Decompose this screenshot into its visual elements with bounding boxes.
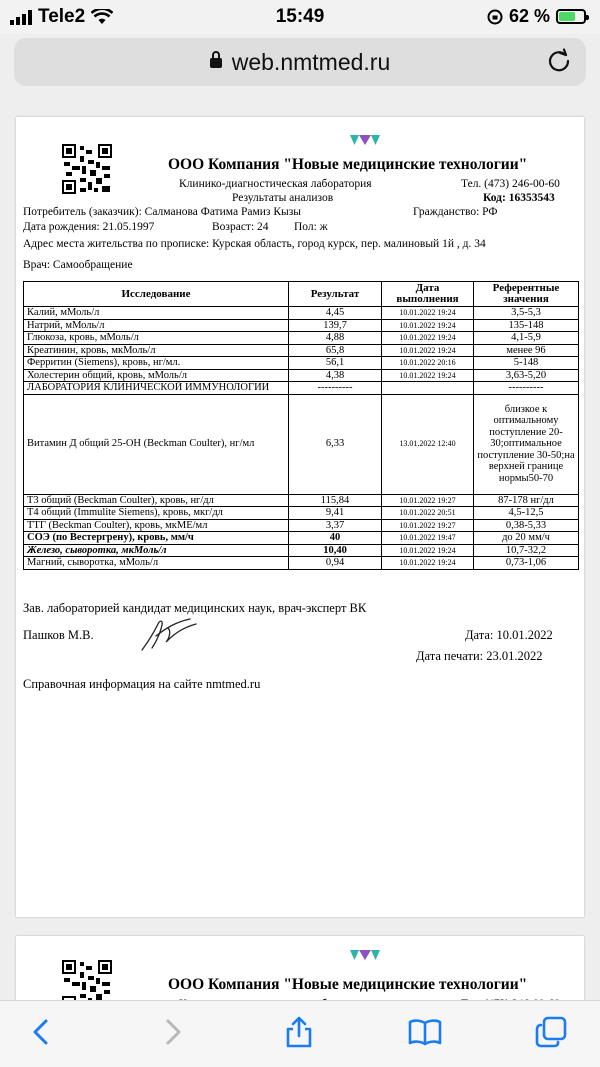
test-name: Холестерин общий, кровь, мМоль/л (24, 369, 289, 382)
test-name: Витамин Д общий 25-ОН (Beckman Coulter), нг/мл (24, 394, 289, 494)
test-reference: менее 96 (474, 344, 579, 357)
test-date: 10.01.2022 19:47 (382, 532, 474, 545)
test-date: 10.01.2022 19:27 (382, 494, 474, 507)
document-page (16, 117, 584, 917)
test-result: 40 (289, 532, 382, 545)
back-icon[interactable] (25, 1015, 59, 1049)
battery-icon (556, 9, 586, 24)
lock-icon (210, 58, 222, 68)
citizenship: Гражданство: РФ (413, 206, 498, 218)
company-logo (350, 133, 380, 147)
forward-icon[interactable] (155, 1015, 189, 1049)
test-result: ---------- (289, 382, 382, 395)
signature (138, 614, 200, 654)
test-reference: 3,63-5,20 (474, 369, 579, 382)
share-icon[interactable] (282, 1015, 316, 1049)
test-date: 10.01.2022 19:24 (382, 557, 474, 570)
url-display[interactable] (14, 49, 586, 76)
results-table (23, 281, 579, 570)
test-reference: 135-148 (474, 319, 579, 332)
test-reference: 3,5-5,3 (474, 307, 579, 320)
status-bar (0, 0, 600, 34)
test-date: 10.01.2022 19:24 (382, 369, 474, 382)
section-name: ЛАБОРАТОРИЯ КЛИНИЧЕСКОЙ ИММУНОЛОГИИ (24, 382, 289, 395)
test-reference: 87-178 нг/дл (474, 494, 579, 507)
issue-date: Дата: 10.01.2022 (465, 628, 553, 642)
test-result: 0,94 (289, 557, 382, 570)
test-result: 4,38 (289, 369, 382, 382)
test-result: 4,88 (289, 332, 382, 345)
test-reference: близкое к оптимальному поступление 20-30;оптимальное поступление 30-50;на верхней границе нормы50-70 (474, 394, 579, 494)
test-date: 10.01.2022 19:24 (382, 344, 474, 357)
test-reference: 0,73-1,06 (474, 557, 579, 570)
header-reference: Референтные значения (474, 282, 579, 307)
test-result: 56,1 (289, 357, 382, 370)
reload-icon[interactable] (546, 48, 572, 74)
tabs-icon[interactable] (534, 1015, 568, 1049)
test-name: Натрий, мМоль/л (24, 319, 289, 332)
company-name: ООО Компания "Новые медицинские технологии" (168, 156, 528, 173)
address-bar[interactable] (14, 38, 586, 86)
table-row-flagged (24, 544, 579, 557)
table-row (24, 494, 579, 507)
reference-note: Справочная информация на сайте nmtmed.ru (23, 677, 261, 691)
url-text: web.nmtmed.ru (231, 49, 391, 75)
table-row-flagged (24, 532, 579, 545)
browser-toolbar (0, 1000, 600, 1067)
table-row (24, 557, 579, 570)
header-result: Результат (289, 282, 382, 307)
company-logo (350, 948, 380, 962)
address: Адрес места жительства по прописке: Курская область, город курск, пер. малиновый 1й , д. 34 (23, 238, 486, 250)
test-date: 10.01.2022 20:51 (382, 507, 474, 520)
carrier-label: Tele2 (38, 6, 86, 27)
clock: 15:49 (275, 6, 325, 27)
test-date: 10.01.2022 19:24 (382, 544, 474, 557)
lab-name: Клинико-диагностическая лаборатория (179, 178, 372, 190)
test-result: 10,40 (289, 544, 382, 557)
test-name: Глюкоза, кровь, мМоль/л (24, 332, 289, 345)
test-result: 115,84 (289, 494, 382, 507)
test-result: 6,33 (289, 394, 382, 494)
company-name: ООО Компания "Новые медицинские технологии" (168, 976, 528, 993)
test-reference: до 20 мм/ч (474, 532, 579, 545)
test-reference: 4,1-5,9 (474, 332, 579, 345)
test-result: 3,37 (289, 519, 382, 532)
test-name: Железо, сыворотка, мкМоль/л (24, 544, 289, 557)
lab-phone: Тел. (473) 246-00-60 (461, 178, 560, 190)
test-reference: 0,38-5,33 (474, 519, 579, 532)
test-name: Ферритин (Siemens), кровь, нг/мл. (24, 357, 289, 370)
sex: Пол: ж (294, 221, 328, 233)
header-test: Исследование (24, 282, 289, 307)
test-date: 10.01.2022 19:24 (382, 332, 474, 345)
test-reference: 4,5-12,5 (474, 507, 579, 520)
table-row (24, 507, 579, 520)
table-row-section (24, 382, 579, 395)
results-title: Результаты анализов (232, 192, 334, 204)
table-row (24, 319, 579, 332)
test-date: 13.01.2022 12:40 (382, 394, 474, 494)
test-reference: 5-148 (474, 357, 579, 370)
test-reference: ---------- (474, 382, 579, 395)
test-reference: 10,7-32,2 (474, 544, 579, 557)
test-date: 10.01.2022 19:27 (382, 519, 474, 532)
test-name: Т3 общий (Beckman Coulter), кровь, нг/дл (24, 494, 289, 507)
test-result: 9,41 (289, 507, 382, 520)
battery-percent: 62 % (508, 6, 550, 26)
age: Возраст: 24 (212, 221, 269, 233)
order-code: Код: 16353543 (483, 192, 555, 204)
table-row (24, 394, 579, 494)
table-row (24, 344, 579, 357)
table-row (24, 307, 579, 320)
signer-name: Пашков М.В. (23, 628, 94, 642)
test-name: Калий, мМоль/л (24, 307, 289, 320)
status-right (487, 6, 586, 27)
birth-date: Дата рождения: 21.05.1997 (23, 221, 155, 233)
doctor: Врач: Самообращение (23, 259, 133, 271)
test-result: 65,8 (289, 344, 382, 357)
test-date: 10.01.2022 19:24 (382, 319, 474, 332)
orientation-lock-icon (487, 9, 503, 25)
patient-name: Потребитель (заказчик): Салманова Фатима Рамиз Кызы (23, 206, 301, 218)
table-row (24, 332, 579, 345)
print-date: Дата печати: 23.01.2022 (416, 649, 543, 663)
test-name: Т4 общий (Immulite Siemens), кровь, мкг/дл (24, 507, 289, 520)
table-row (24, 357, 579, 370)
test-name: ТТГ (Beckman Coulter), кровь, мкМЕ/мл (24, 519, 289, 532)
bookmarks-icon[interactable] (408, 1015, 442, 1049)
test-date (382, 382, 474, 395)
test-date: 10.01.2022 20:16 (382, 357, 474, 370)
header-date: Дата выполнения (382, 282, 474, 307)
test-date: 10.01.2022 19:24 (382, 307, 474, 320)
test-result: 139,7 (289, 319, 382, 332)
test-name: Магний, сыворотка, мМоль/л (24, 557, 289, 570)
table-row (24, 519, 579, 532)
table-row (24, 369, 579, 382)
test-name: Креатинин, кровь, мкМоль/л (24, 344, 289, 357)
test-result: 4,45 (289, 307, 382, 320)
test-name: СОЭ (по Вестергрену), кровь, мм/ч (24, 532, 289, 545)
qr-code (62, 144, 112, 194)
head-of-lab: Зав. лабораторией кандидат медицинских наук, врач-эксперт ВК (23, 601, 367, 615)
